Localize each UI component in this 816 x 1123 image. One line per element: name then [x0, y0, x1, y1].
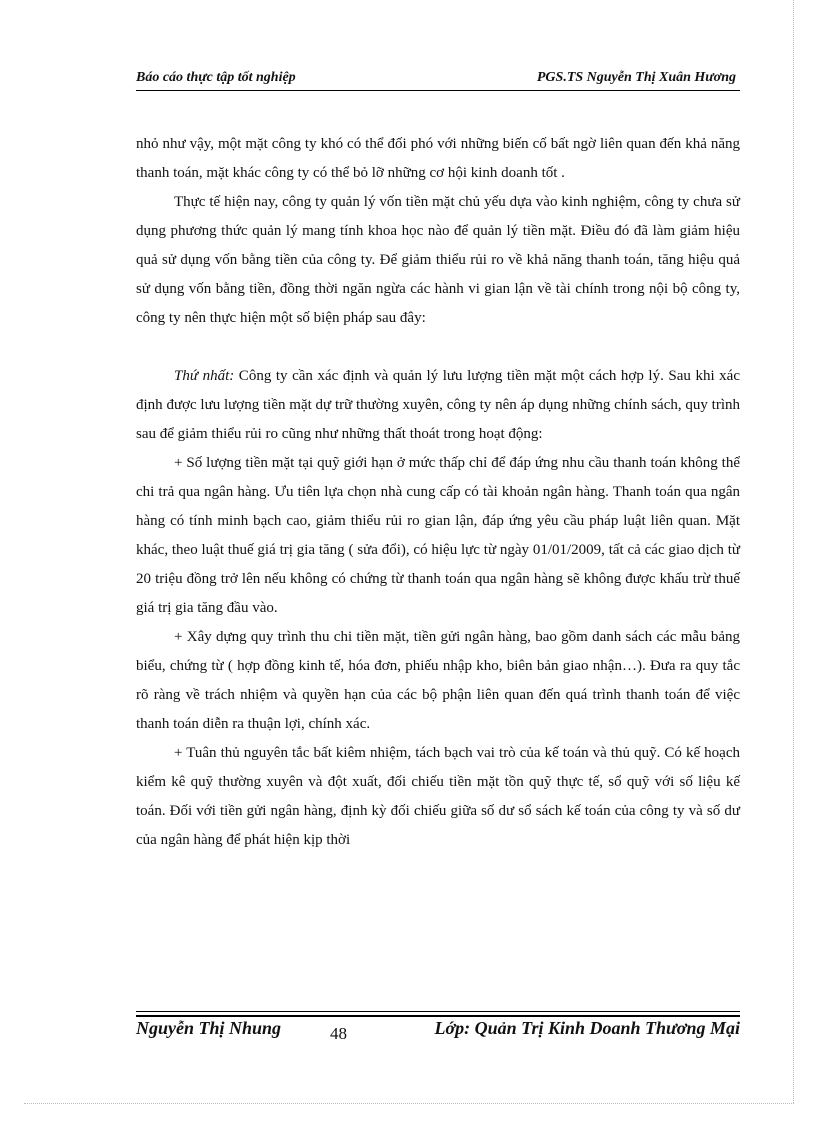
- page-boundary-bottom: [24, 1103, 794, 1104]
- first-measure-text: Công ty cần xác định và quản lý lưu lượng tiền mặt một cách hợp lý. Sau khi xác định được lưu lượng tiền mặt dự trữ thường xuyên, công ty nên áp dụng những chính sách, quy trình sau để giảm thiểu rủi ro cũng như những thất thoát trong hoạt động:: [136, 368, 740, 442]
- bullet-separation-of-duties: + Tuân thủ nguyên tắc bất kiêm nhiệm, tách bạch vai trò của kế toán và thủ quỹ. Có kế hoạch kiểm kê quỹ thường xuyên và đột xuất, đối chiếu tiền mặt tồn quỹ thực tế, sổ quỹ với số liệu kế toán. Đối với tiền gửi ngân hàng, định kỳ đối chiếu giữa số dư sổ sách kế toán của công ty và số dư của ngân hàng để phát hiện kịp thời: [136, 745, 740, 848]
- footer-author: Nguyễn Thị Nhung: [136, 1018, 282, 1038]
- paragraph-spacer: [136, 333, 740, 362]
- header-supervisor: PGS.TS Nguyễn Thị Xuân Hương: [536, 70, 736, 85]
- paragraph-continuation: nhỏ như vậy, một mặt công ty khó có thể đối phó với những biến cố bất ngờ liên quan đến khả năng thanh toán, mặt khác công ty có thể bỏ lỡ những cơ hội kinh doanh tốt .: [136, 136, 740, 181]
- footer-divider-thin: [136, 1011, 740, 1012]
- page-number: 48: [330, 1024, 347, 1043]
- paragraph-first-measure: [136, 362, 740, 449]
- paragraph-current-situation: Thực tế hiện nay, công ty quản lý vốn tiền mặt chủ yếu dựa vào kinh nghiệm, công ty chưa sử dụng phương thức quản lý mang tính khoa học nào để quản lý tiền mặt. Điều đó đã làm giảm hiệu quả sử dụng vốn bằng tiền của công ty. Để giảm thiểu rủi ro về khả năng thanh toán, tăng hiệu quả sử dụng vốn bằng tiền, đồng thời ngăn ngừa các hành vi gian lận về tài chính trong nội bộ công ty, công ty nên thực hiện một số biện pháp sau đây:: [136, 194, 740, 326]
- footer-divider-thick: [136, 1015, 740, 1017]
- page-footer: [136, 1018, 740, 1048]
- page-boundary-right: [793, 0, 794, 1103]
- page-body: [136, 130, 740, 855]
- bullet-procedure: + Xây dựng quy trình thu chi tiền mặt, tiền gửi ngân hàng, bao gồm danh sách các mẫu bảng biểu, chứng từ ( hợp đồng kinh tế, hóa đơn, phiếu nhập kho, biên bản giao nhận…). Đưa ra quy tắc rõ ràng về trách nhiệm và quyền hạn của các bộ phận liên quan đến quá trình thanh toán để việc thanh toán diễn ra thuận lợi, chính xác.: [136, 629, 740, 732]
- bullet-cash-limit: + Số lượng tiền mặt tại quỹ giới hạn ở mức thấp chỉ để đáp ứng nhu cầu thanh toán không thể chi trả qua ngân hàng. Ưu tiên lựa chọn nhà cung cấp có tài khoản ngân hàng. Thanh toán qua ngân hàng có tính minh bạch cao, giảm thiểu rủi ro gian lận, đáp ứng yêu cầu pháp luật liên quan. Mặt khác, theo luật thuế giá trị gia tăng ( sửa đổi), có hiệu lực từ ngày 01/01/2009, tất cả các giao dịch từ 20 triệu đồng trở lên nếu không có chứng từ thanh toán qua ngân hàng sẽ không được khấu trừ thuế giá trị gia tăng đầu vào.: [136, 455, 740, 616]
- header-report-title: Báo cáo thực tập tốt nghiệp: [136, 70, 296, 85]
- first-measure-lead: Thứ nhất:: [174, 368, 235, 384]
- footer-class: Lớp: Quản Trị Kinh Doanh Thương Mại: [434, 1018, 740, 1038]
- page-header: [136, 70, 740, 90]
- header-divider: [136, 90, 740, 91]
